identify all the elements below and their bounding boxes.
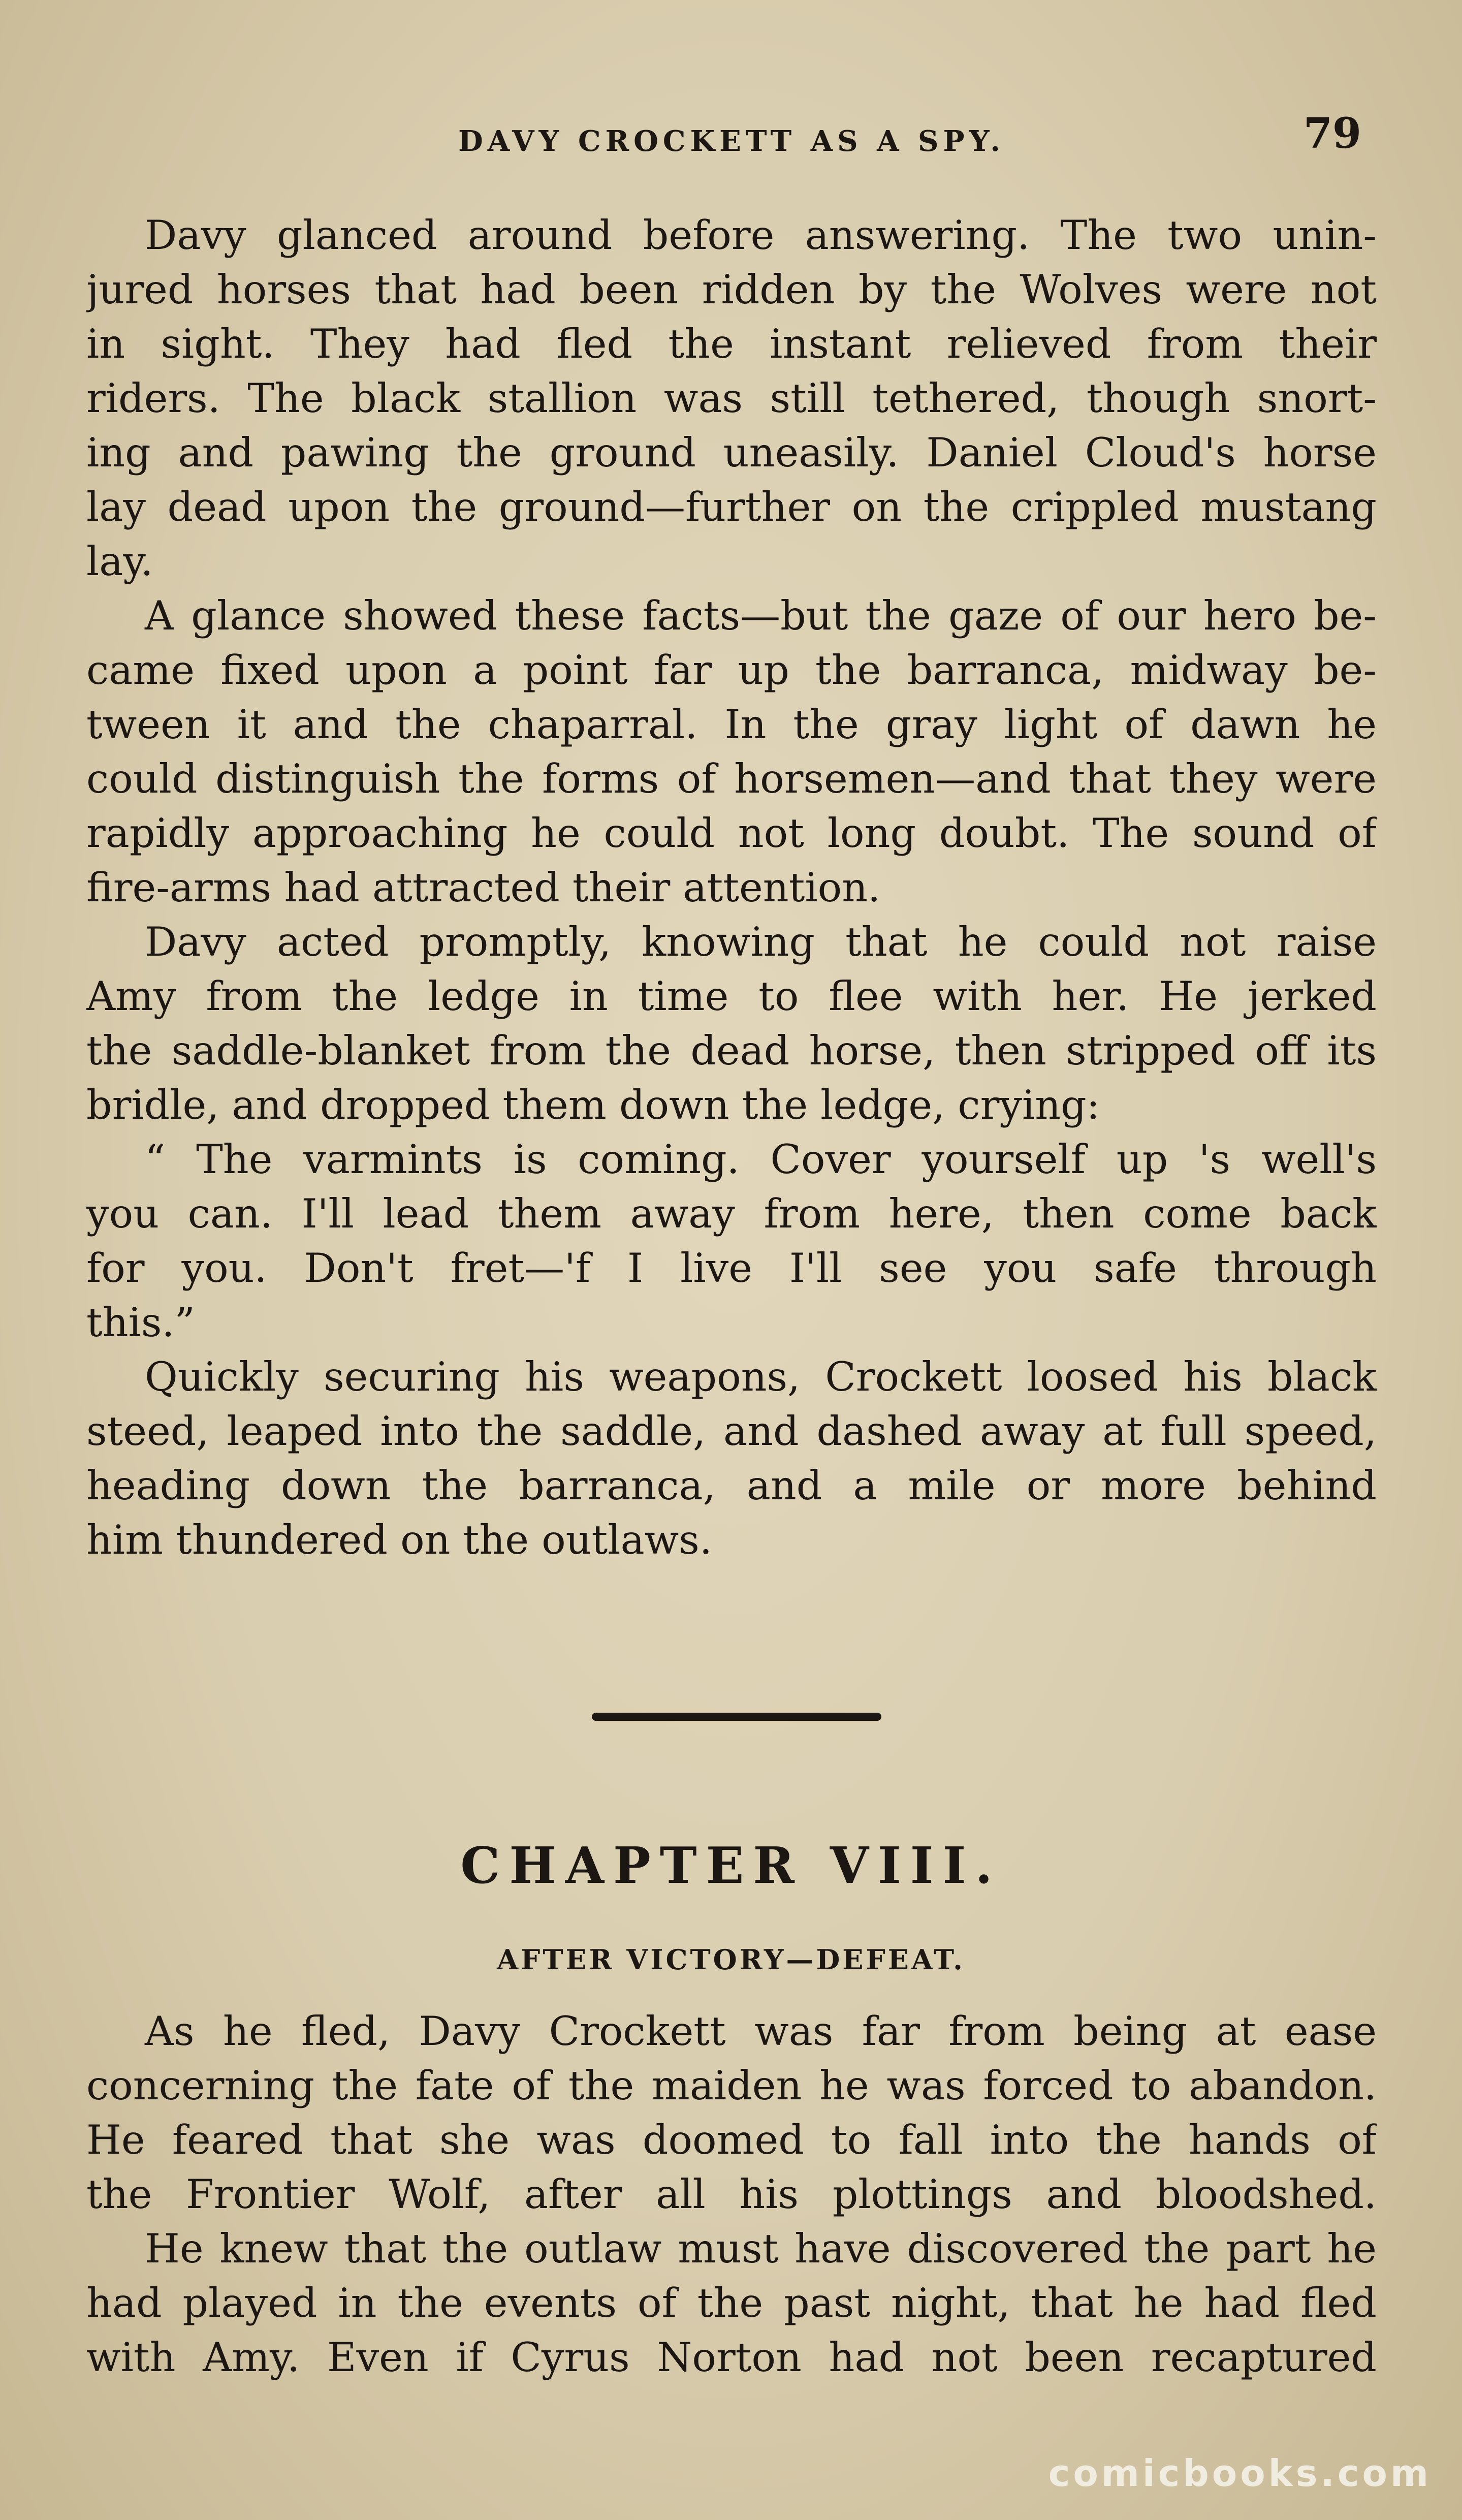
text-line: for you. Don't fret—'f I live I'll see you safe through [86,1245,1377,1292]
text-line: bridle, and dropped them down the ledge, crying: [86,1082,1100,1128]
text-line: riders. The black stallion was still tethered, though snort- [86,375,1377,422]
text-line: lay. [86,538,153,585]
body-text [86,208,1377,1567]
text-line: concerning the fate of the maiden he was forced to abandon. [86,2062,1377,2109]
text-line: could distinguish the forms of horsemen—and that they were [86,755,1377,802]
chapter-title: CHAPTER VIII. [460,1837,1002,1895]
chapter-subtitle: AFTER VICTORY—DEFEAT. [497,1943,965,1976]
text-line: heading down the barranca, and a mile or more behind [86,1462,1377,1509]
text-line: He feared that she was doomed to fall into the hands of [86,2117,1377,2163]
text-line: jured horses that had been ridden by the Wolves were not [86,266,1377,313]
text-line: “ The varmints is coming. Cover yourself up 's well's [145,1136,1377,1183]
text-line: came fixed upon a point far up the barranca, midway be- [86,647,1377,694]
page-number: 79 [1303,109,1361,158]
chapter-text [86,2004,1377,2385]
text-line: lay dead upon the ground—further on the crippled mustang [86,484,1377,530]
text-line: He knew that the outlaw must have discovered the part he [145,2225,1377,2272]
text-line: you can. I'll lead them away from here, then come back [86,1190,1377,1237]
text-line: him thundered on the outlaws. [86,1517,712,1563]
text-line: had played in the events of the past night, that he had fled [86,2280,1377,2326]
running-head: DAVY CROCKETT AS A SPY. [458,124,1005,158]
text-line: in sight. They had fled the instant relieved from their [86,321,1377,367]
text-line: rapidly approaching he could not long doubt. The sound of [86,810,1377,857]
text-line: fire-arms had attracted their attention. [86,864,881,911]
text-line: steed, leaped into the saddle, and dashed away at full speed, [86,1408,1377,1455]
text-line: tween it and the chaparral. In the gray light of dawn he [86,701,1377,748]
text-line: As he fled, Davy Crockett was far from being at ease [145,2008,1377,2055]
text-line: the saddle-blanket from the dead horse, then stripped off its [86,1027,1377,1074]
text-line: Amy from the ledge in time to flee with her. He jerked [86,973,1377,1020]
text-line: A glance showed these facts—but the gaze of our hero be- [145,592,1377,639]
section-divider [592,1713,881,1721]
text-line: this.” [86,1299,195,1346]
page-header [81,109,1382,165]
text-line: Davy glanced around before answering. The two unin- [145,212,1377,259]
site-watermark: comicbooks.com [1048,2452,1432,2495]
text-line: ing and pawing the ground uneasily. Daniel Cloud's horse [86,429,1377,476]
text-line: with Amy. Even if Cyrus Norton had not been recaptured [86,2334,1377,2381]
text-line: Quickly securing his weapons, Crockett loosed his black [145,1353,1377,1400]
text-line: the Frontier Wolf, after all his plottings and bloodshed. [86,2171,1377,2218]
text-line: Davy acted promptly, knowing that he could not raise [145,919,1377,965]
